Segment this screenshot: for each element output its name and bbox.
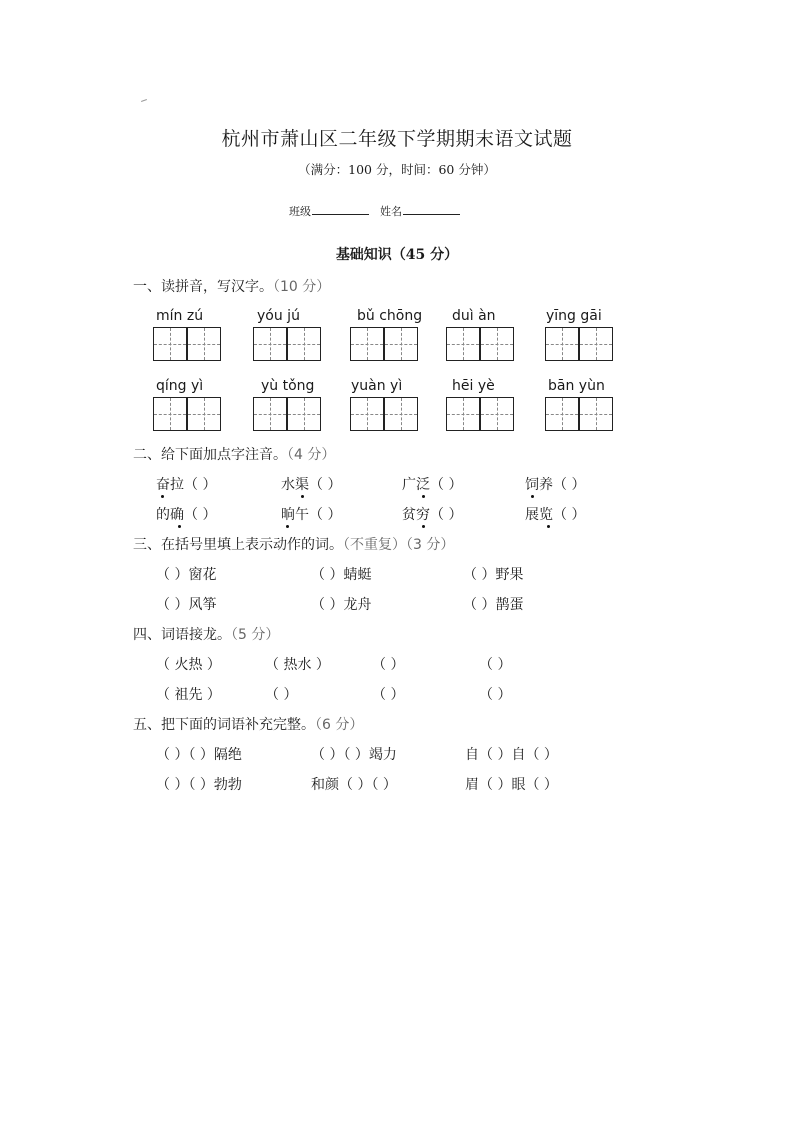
q5-item-2: （ ）（ ）竭力 [311,747,397,763]
emphasis-dot [547,525,550,528]
char-box[interactable] [187,327,221,361]
q5-item-1: （ ）（ ）隔绝 [156,747,242,763]
emphasis-dot [301,495,304,498]
char-box[interactable] [287,327,321,361]
pinyin-4: duì àn [452,308,496,324]
char-box[interactable] [350,397,384,431]
char-box[interactable] [446,327,480,361]
q4-item-4: （ ） [479,657,512,673]
q5-item-4: （ ）（ ）勃勃 [156,777,242,793]
class-field[interactable] [312,214,369,215]
name-field[interactable] [403,214,460,215]
q4-item-1: （ 火热 ） [156,657,221,673]
q4-item-5: （ 祖先 ） [156,687,221,703]
char-box[interactable] [253,397,287,431]
section-title: 基础知识（45 分） [335,247,459,263]
page-title: 杭州市萧山区二年级下学期期末语文试题 [221,128,573,150]
q3-item-5: （ ）龙舟 [311,597,372,613]
q4-item-7: （ ） [372,687,405,703]
char-box[interactable] [384,397,418,431]
q3-item-2: （ ）蜻蜓 [311,567,372,583]
char-box[interactable] [153,397,187,431]
char-box[interactable] [153,327,187,361]
emphasis-dot [422,525,425,528]
q2-item-3: 广泛（ ） [402,477,463,493]
char-box[interactable] [187,397,221,431]
emphasis-dot [422,495,425,498]
pinyin-9: hēi yè [452,378,495,394]
pinyin-3: bǔ chōng [357,308,423,324]
char-box[interactable] [545,397,579,431]
q4-heading: 四、词语接龙。（5 分） [133,627,280,643]
char-box[interactable] [579,397,613,431]
q3-item-3: （ ）野果 [463,567,524,583]
q5-item-5: 和颜（ ）（ ） [311,777,397,793]
q1-heading: 一、读拼音，写汉字。（10 分） [133,279,331,295]
q3-heading: 三、在括号里填上表示动作的词。（不重复）（3 分） [133,537,455,553]
emphasis-dot [286,525,289,528]
pinyin-6: qíng yì [156,378,204,394]
char-box[interactable] [350,327,384,361]
emphasis-dot [531,495,534,498]
q3-item-1: （ ）窗花 [156,567,217,583]
q2-heading: 二、给下面加点字注音。（4 分） [133,447,336,463]
q5-heading: 五、把下面的词语补充完整。（6 分） [133,717,364,733]
scan-mark [141,99,147,102]
char-box[interactable] [446,397,480,431]
q2-item-1: 奋拉（ ） [156,477,217,493]
q5-item-6: 眉（ ）眼（ ） [465,777,558,793]
q4-item-8: （ ） [479,687,512,703]
char-box[interactable] [579,327,613,361]
q3-item-6: （ ）鹊蛋 [463,597,524,613]
page-subtitle: （满分：100 分，时间：60 分钟） [298,162,496,177]
q2-item-2: 水渠（ ） [281,477,342,493]
q2-item-8: 展览（ ） [525,507,586,523]
q5-item-3: 自（ ）自（ ） [465,747,558,763]
q2-item-6: 晌午（ ） [281,507,342,523]
emphasis-dot [161,495,164,498]
char-box[interactable] [384,327,418,361]
char-box[interactable] [287,397,321,431]
pinyin-10: bān yùn [548,378,605,394]
pinyin-7: yù tǒng [261,378,315,394]
char-box[interactable] [480,397,514,431]
class-label: 班级 [289,205,311,218]
pinyin-1: mín zú [156,308,204,324]
q3-item-4: （ ）风筝 [156,597,217,613]
char-box[interactable] [545,327,579,361]
pinyin-5: yīng gāi [546,308,602,324]
q4-item-6: （ ） [265,687,298,703]
q2-item-5: 的确（ ） [156,507,217,523]
char-box[interactable] [253,327,287,361]
q4-item-2: （ 热水 ） [265,657,330,673]
name-label: 姓名 [380,205,402,218]
q2-item-4: 饲养（ ） [525,477,586,493]
emphasis-dot [178,525,181,528]
q2-item-7: 贫穷（ ） [402,507,463,523]
pinyin-8: yuàn yì [351,378,403,394]
pinyin-2: yóu jú [257,308,300,324]
q4-item-3: （ ） [372,657,405,673]
char-box[interactable] [480,327,514,361]
